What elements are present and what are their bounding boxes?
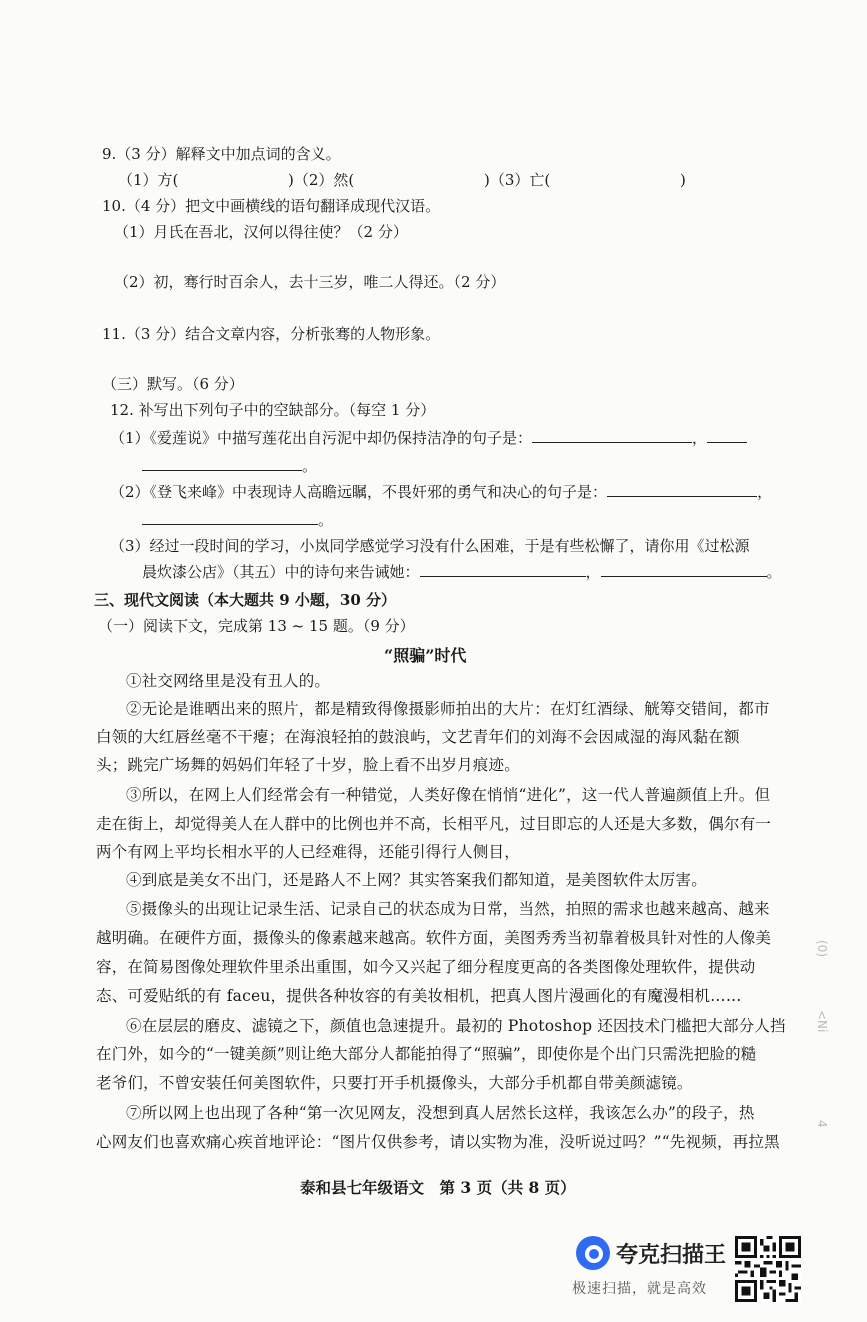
q12-s3-comma: ，	[585, 563, 601, 581]
article-line: ⑥在层层的磨皮、滤镜之下，颜值也急速提升。最初的 Photoshop 还因技术门槛把大部分人挡	[126, 1017, 786, 1035]
article-line: 心网友们也喜欢痛心疾首地评论：“图片仅供参考，请以实物为准，没听说过吗？”“先视频，再拉黑	[96, 1133, 780, 1151]
q12-stem: 12. 补写出下列句子中的空缺部分。（每空 1 分）	[110, 401, 436, 419]
q12-s2-blank-2[interactable]	[142, 510, 318, 525]
article-line: 两个有网上平均长相水平的人已经难得，还能引得行人侧目，	[96, 843, 520, 861]
q12-s3-end: 。	[766, 563, 782, 581]
scanner-watermark	[570, 1228, 860, 1310]
q12-s3-blank-2[interactable]	[601, 562, 767, 577]
q12-s3-text: 晨炊漆公店》（其五）中的诗句来告诫她：	[142, 563, 420, 581]
page-footer: 泰和县七年级语文 第 3 页（共 8 页）	[300, 1178, 576, 1197]
q12-s1-blank-2b[interactable]	[142, 456, 302, 471]
article-line: ④到底是美女不出门，还是路人不上网？其实答案我们都知道，是美图软件太厉害。	[126, 871, 707, 889]
scan-edge-marks	[808, 900, 848, 1160]
q12-s1-text: （1）《爱莲说》中描写莲花出自污泥中却仍保持洁净的句子是：	[110, 429, 533, 447]
scanner-app-name: 夸克扫描王	[616, 1243, 727, 1268]
article-title: “照骗”时代	[384, 646, 467, 665]
q11-stem: 11.（3 分）结合文章内容，分析张骞的人物形象。	[102, 325, 441, 343]
article-line: 白领的大红唇丝毫不干瘪；在海浪轻拍的鼓浪屿，文艺青年们的刘海不会因咸湿的海风黏在额	[96, 728, 740, 746]
article-line: 走在街上，却觉得美人在人群中的比例也并不高，长相平凡，过目即忘的人还是大多数，偶尔有一	[96, 815, 772, 833]
article-line: 越明确。在硬件方面，摄像头的像素越来越高。软件方面，美图秀秀当初靠着极具针对性的人像美	[96, 929, 772, 947]
q12-s1-blank-1[interactable]	[532, 428, 692, 443]
q12-s2-cont	[142, 510, 333, 530]
q12-s1-end: 。	[302, 457, 318, 475]
q10-sub2: （2）初，骞行时百余人，去十三岁，唯二人得还。（2 分）	[114, 273, 506, 291]
q9-item-1: （1）方(	[118, 171, 179, 189]
q12-s1-blank-2a[interactable]	[707, 428, 747, 443]
q9-item-4: )	[680, 171, 686, 189]
q12-s2-end: 。	[318, 511, 334, 529]
article-line: ⑤摄像头的出现让记录生活、记录自己的状态成为日常，当然，拍照的需求也越来越高、越来	[126, 900, 770, 918]
q12-s2-comma: ，	[757, 483, 773, 501]
q12-s2-text: （2）《登飞来峰》中表现诗人高瞻远瞩，不畏奸邪的勇气和决心的句子是：	[110, 483, 608, 501]
edge-mark-2: <Ni	[815, 1010, 829, 1033]
scanner-slogan: 极速扫描，就是高效	[572, 1281, 707, 1297]
q9-item-2: )（2）然(	[288, 171, 355, 189]
q12-s3-line2	[142, 562, 782, 582]
article-line: 容，在简易图像处理软件里杀出重围，如今又兴起了细分程度更高的各类图像处理软件，提供动	[96, 958, 756, 976]
q10-sub1: （1）月氏在吾北，汉何以得往使？（2 分）	[114, 223, 408, 241]
q9-stem: 9.（3 分）解释文中加点词的含义。	[102, 145, 341, 163]
section-modern-reading-heading: 三、现代文阅读（本大题共 9 小题，30 分）	[94, 591, 396, 609]
article-line: ⑦所以网上也出现了各种“第一次见网友，没想到真人居然长这样，我该怎么办”的段子，热	[126, 1104, 755, 1122]
article-line: 老爷们，不曾安装任何美图软件，只要打开手机摄像头，大部分手机都自带美颜滤镜。	[96, 1074, 693, 1092]
q12-s3-line1: （3）经过一段时间的学习，小岚同学感觉学习没有什么困难，于是有些松懈了，请你用《过松源	[110, 537, 750, 555]
q12-s3-blank-1[interactable]	[420, 562, 586, 577]
q12-s1-comma: ，	[692, 429, 708, 447]
q12-s2-blank-1[interactable]	[607, 482, 757, 497]
article-line: ①社交网络里是没有丑人的。	[126, 672, 331, 690]
reading1-intro: （一）阅读下文，完成第 13 ~ 15 题。（9 分）	[98, 617, 415, 635]
article-line: 态、可爱贴纸的有 faceu，提供各种妆容的有美妆相机，把真人图片漫画化的有魔漫相机……	[96, 987, 742, 1005]
qr-code-icon	[735, 1236, 801, 1302]
article-line: ②无论是谁晒出来的照片，都是精致得像摄影师拍出的大片：在灯红酒绿、觥筹交错间，都市	[126, 700, 770, 718]
q12-s1-cont	[142, 456, 317, 476]
edge-mark-3: 4	[815, 1120, 829, 1128]
q12-s1-line	[110, 428, 747, 448]
q10-stem: 10.（4 分）把文中画横线的语句翻译成现代汉语。	[102, 197, 441, 215]
q12-s2-line	[110, 482, 772, 502]
q9-item-3: )（3）亡(	[484, 171, 551, 189]
edge-mark-1: (0)	[815, 940, 829, 957]
article-line: 在门外，如今的“一键美颜”则让绝大部分人都能拍得了“照骗”，即使你是个出门只需洗把脸的糙	[96, 1045, 757, 1063]
article-line: ③所以，在网上人们经常会有一种错觉，人类好像在悄悄“进化”，这一代人普遍颜值上升。但	[126, 786, 771, 804]
section3-heading: （三）默写。（6 分）	[102, 375, 244, 393]
article-line: 头；跳完广场舞的妈妈们年轻了十岁，脸上看不出岁月痕迹。	[96, 756, 520, 774]
quark-logo-icon	[576, 1236, 610, 1270]
